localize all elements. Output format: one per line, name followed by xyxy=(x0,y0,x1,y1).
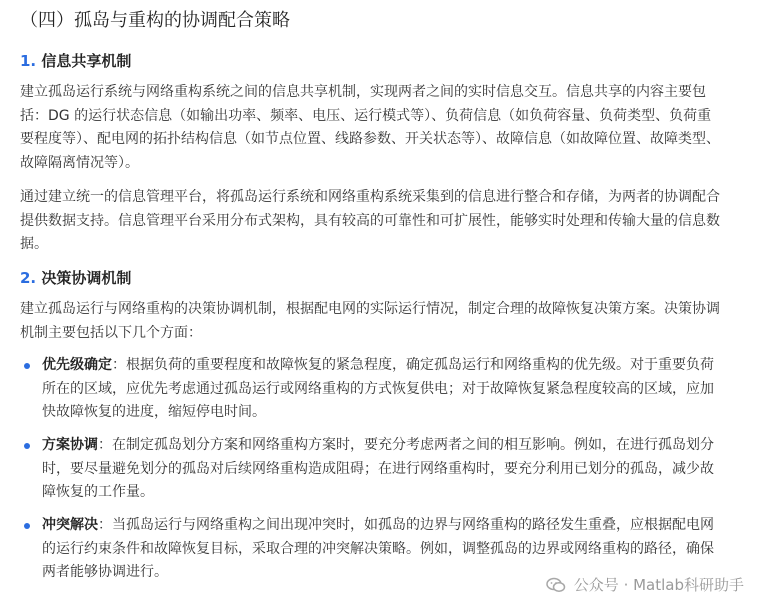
bullet-dot xyxy=(24,363,30,369)
bullet-text: ：当孤岛运行与网络重构之间出现冲突时，如孤岛的边界与网络重构的路径发生重叠，应根据配电网的运行约束条件和故障恢复目标，采取合理的冲突解决策略。例如，调整孤岛的边界或网络重构的路径，确保两者能够协调进行。 xyxy=(42,517,714,580)
subheading-title: 决策协调机制 xyxy=(41,269,132,287)
section-title: （四）孤岛与重构的协调配合策略 xyxy=(20,10,290,31)
subheading-number: 2. xyxy=(20,269,37,287)
bullet-text: ：在制定孤岛划分方案和网络重构方案时，要充分考虑两者之间的相互影响。例如，在进行孤岛划分时，要尽量避免划分的孤岛对后续网络重构造成阻碍；在进行网络重构时，要充分利用已划分的孤岛，减少故障恢复的工作量。 xyxy=(42,437,714,500)
bullet-lead: 冲突解决 xyxy=(42,517,98,533)
bullet-text: ：根据负荷的重要程度和故障恢复的紧急程度，确定孤岛运行和网络重构的优先级。对于重要负荷所在的区域，应优先考虑通过孤岛运行或网络重构的方式恢复供电；对于故障恢复紧急程度较高的区域，应加快故障恢复的进度，缩短停电时间。 xyxy=(42,357,714,420)
watermark-text: 公众号 · Matlab科研助手 xyxy=(573,576,744,594)
wechat-official-account-icon xyxy=(546,577,566,593)
subheading-title: 信息共享机制 xyxy=(41,52,132,70)
subheading-decision xyxy=(20,267,131,289)
subheading-info-sharing xyxy=(20,50,131,72)
paragraph-info-platform: 通过建立统一的信息管理平台，将孤岛运行系统和网络重构系统采集到的信息进行整合和存储，为两者的协调配合提供数据支持。信息管理平台采用分布式架构，具有较高的可靠性和可扩展性，能够实时处理和传输大量的信息数据。 xyxy=(20,189,720,252)
subheading-number: 1. xyxy=(20,52,37,70)
watermark xyxy=(546,574,744,595)
bullet-lead: 优先级确定 xyxy=(42,357,112,373)
paragraph-decision-intro: 建立孤岛运行与网络重构的决策协调机制，根据配电网的实际运行情况，制定合理的故障恢复决策方案。决策协调机制主要包括以下几个方面： xyxy=(20,301,720,341)
paragraph-info-sharing-content: 建立孤岛运行系统与网络重构系统之间的信息共享机制，实现两者之间的实时信息交互。信息共享的内容主要包括：DG 的运行状态信息（如输出功率、频率、电压、运行模式等）、负荷信息（如负荷容量、负荷类型、负荷重要程度等）、配电网的拓扑结构信息（如节点位置、线路参数、开关状态等）、故障信息（如故障位置、故障类型、故障隔离情况等）。 xyxy=(20,84,720,171)
bullet-lead: 方案协调 xyxy=(42,437,98,453)
bullet-dot xyxy=(24,443,30,449)
bullet-dot xyxy=(24,523,30,529)
